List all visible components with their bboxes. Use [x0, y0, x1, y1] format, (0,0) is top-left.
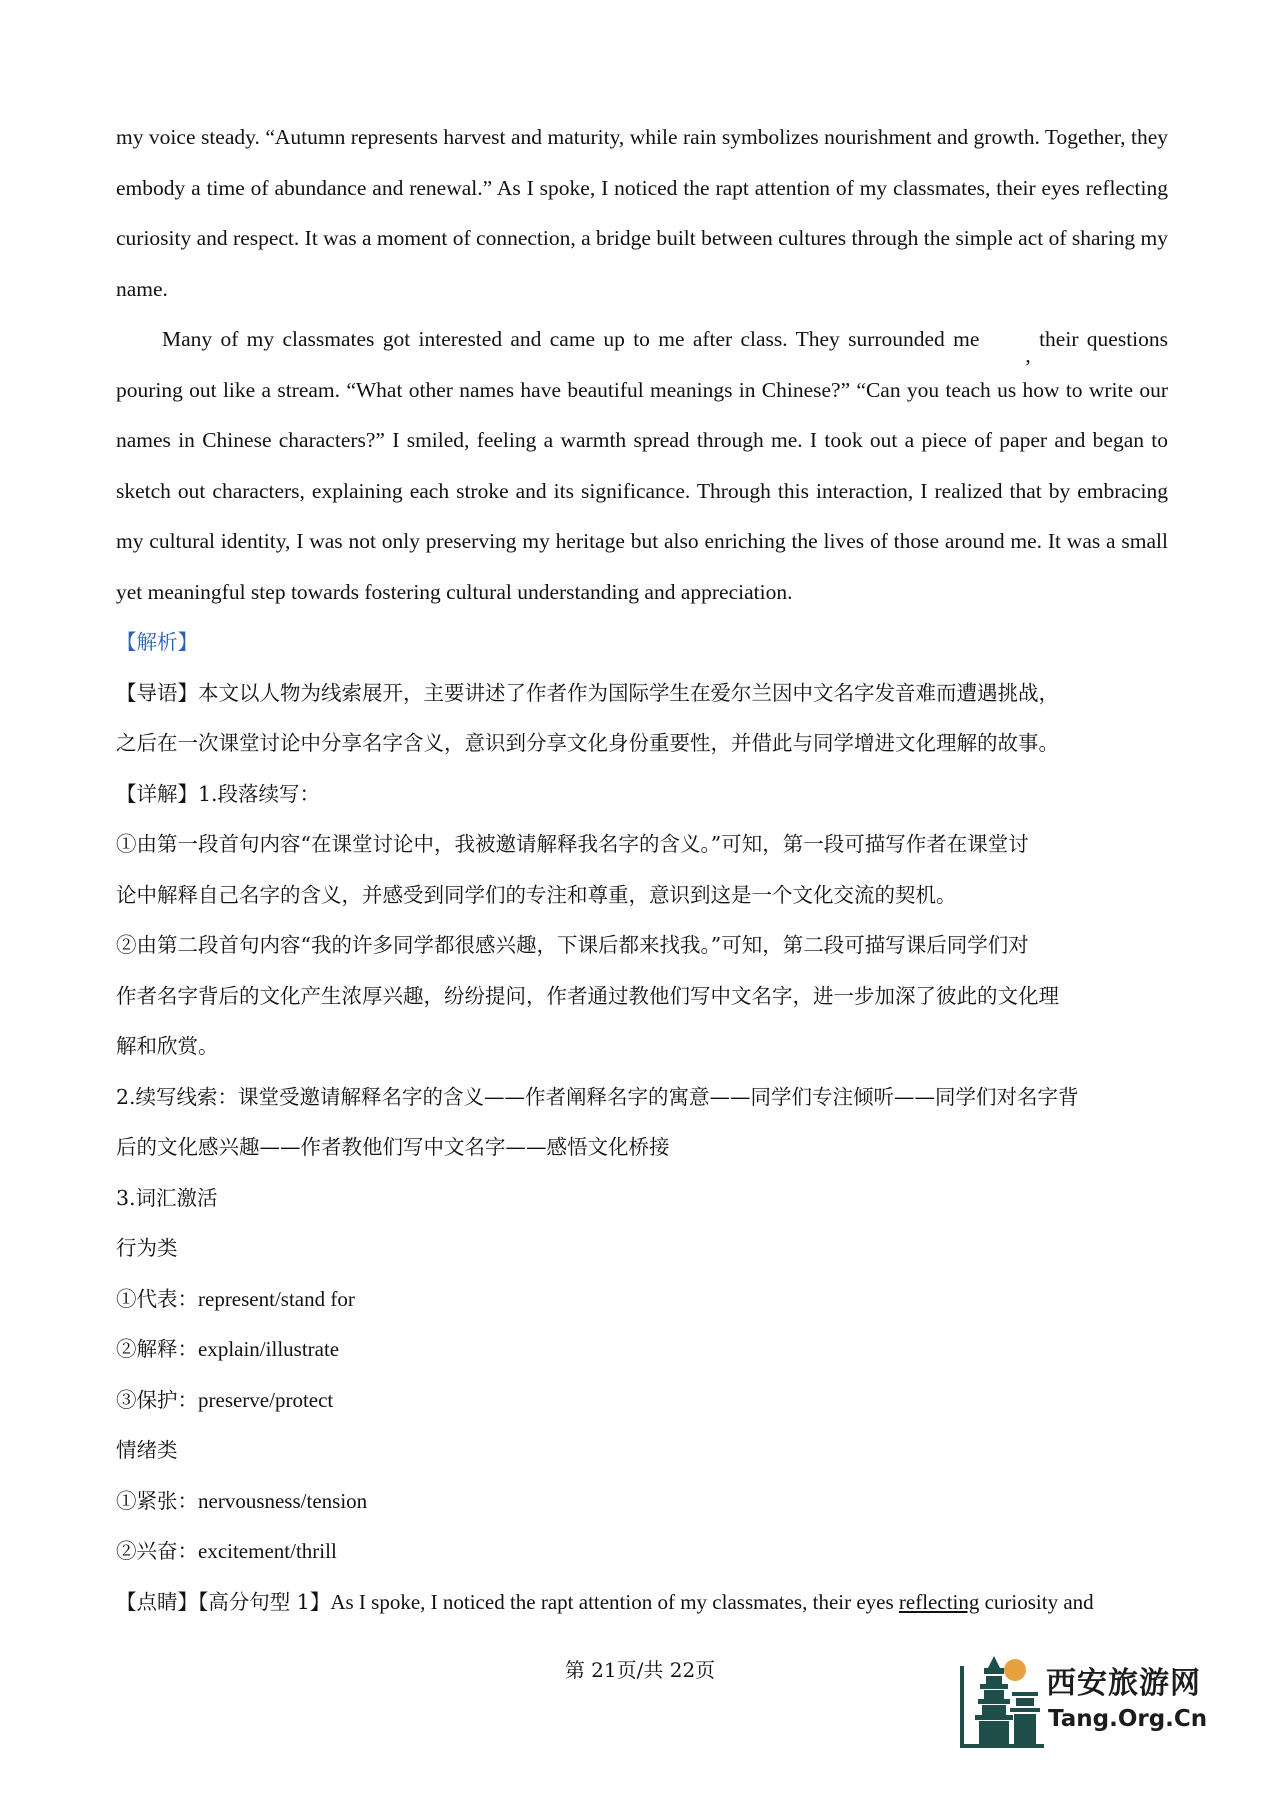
logo-chinese-name: 西安旅游网 [1046, 1666, 1201, 1701]
vocab-words: explain/illustrate [198, 1337, 340, 1361]
essay-p2-part-b: their questions pouring out like a stream. “What other names have beautiful meanings in Chinese?” “Can you teach us how to write our names in Chinese characters?” I smiled, feeling a warmth spread through me. I took out a piece of paper and began to sketch out characters, explaining each stroke and its significance. Through this interaction, I realized that by embracing my cultural identity, I was not only preserving my heritage but also enriching the lives of those around me. It was a small yet meaningful step towards fostering cultural understanding and appreciation. [116, 327, 1169, 604]
page-number: 第 21页/共 22页 [564, 1658, 716, 1682]
vocab-item [116, 1274, 1168, 1325]
vocab-item [116, 1476, 1168, 1527]
point2-line-2: 作者名字背后的文化产生浓厚兴趣，纷纷提问，作者通过教他们写中文名字，进一步加深了彼此的文化理 [116, 983, 1059, 1008]
vocab-label: ①紧张： [116, 1488, 198, 1513]
intro-text-1: 本文以人物为线索展开，主要讲述了作者作为国际学生在爱尔兰因中文名字发音难而遭遇挑战， [198, 680, 1059, 705]
highlight-underlined: reflecting [898, 1589, 980, 1614]
point2-line-1: ②由第二段首句内容“我的许多同学都很感兴趣，下课后都来找我。”可知，第二段可描写课后同学们对 [116, 933, 1029, 957]
intro-line-1 [116, 668, 1168, 719]
logo-domain: Tang.Org.Cn [1048, 1706, 1208, 1732]
vocab-item [116, 1324, 1168, 1375]
vocab-item [116, 1526, 1168, 1577]
site-logo [960, 1648, 1210, 1748]
analysis-header: 【解析】 [116, 630, 198, 654]
highlight-subtag: 【高分句型 1】 [198, 1589, 331, 1614]
detail-line [116, 769, 1168, 820]
highlight-line [116, 1577, 1168, 1628]
vocab-label: ①代表： [116, 1286, 198, 1311]
detail-title: 1.段落续写： [198, 781, 321, 806]
essay-p2-part-a: Many of my classmates got interested and came up to me after class. They surrounded me [162, 327, 980, 351]
detail-tag: 【详解】 [116, 781, 198, 806]
highlight-text-1: As I spoke, I noticed the rapt attention of my classmates, their eyes [330, 1589, 899, 1614]
vocab-words: represent/stand for [198, 1286, 355, 1311]
highlight-text-2: curiosity and [979, 1589, 1094, 1614]
clue-line-2: 后的文化感兴趣——作者教他们写中文名字——感悟文化桥接 [116, 1135, 670, 1159]
clue-line-1: 2.续写线索：课堂受邀请解释名字的含义——作者阐释名字的寓意——同学们专注倾听——同学们对名字背 [116, 1084, 1079, 1109]
document-body [116, 112, 1168, 1627]
highlight-tag: 【点睛】 [116, 1589, 198, 1614]
behavior-title: 行为类 [116, 1236, 178, 1260]
essay-paragraph-2 [116, 314, 1168, 617]
vocab-label: ③保护： [116, 1387, 198, 1412]
vocab-label: ②兴奋： [116, 1539, 198, 1563]
vocab-label: ②解释： [116, 1337, 198, 1361]
essay-p2-comma: , [1025, 343, 1031, 367]
point2-line-3: 解和欣赏。 [116, 1034, 219, 1058]
point1-line-1: ①由第一段首句内容“在课堂讨论中，我被邀请解释我名字的含义。”可知，第一段可描写作者在课堂讨 [116, 832, 1029, 856]
vocab-words: nervousness/tension [198, 1488, 368, 1513]
vocab-words: preserve/protect [198, 1387, 334, 1412]
vocab-words: excitement/thrill [198, 1539, 337, 1563]
emotion-title: 情绪类 [116, 1438, 178, 1462]
essay-paragraph-1: my voice steady. “Autumn represents harvest and maturity, while rain symbolizes nourishment and growth. Together, they embody a time of abundance and renewal.” As I spoke, I noticed the rapt attention of my classmates, their eyes reflecting curiosity and respect. It was a moment of connection, a bridge built between cultures through the simple act of sharing my name. [116, 125, 1169, 301]
pagoda-icon [960, 1648, 1044, 1748]
vocab-item [116, 1375, 1168, 1426]
vocab-title: 3.词汇激活 [116, 1185, 218, 1210]
point1-line-2: 论中解释自己名字的含义，并感受到同学们的专注和尊重，意识到这是一个文化交流的契机。 [116, 882, 957, 907]
intro-tag: 【导语】 [116, 680, 198, 705]
intro-line-2: 之后在一次课堂讨论中分享名字含义，意识到分享文化身份重要性，并借此与同学增进文化理解的故事。 [116, 731, 1059, 755]
